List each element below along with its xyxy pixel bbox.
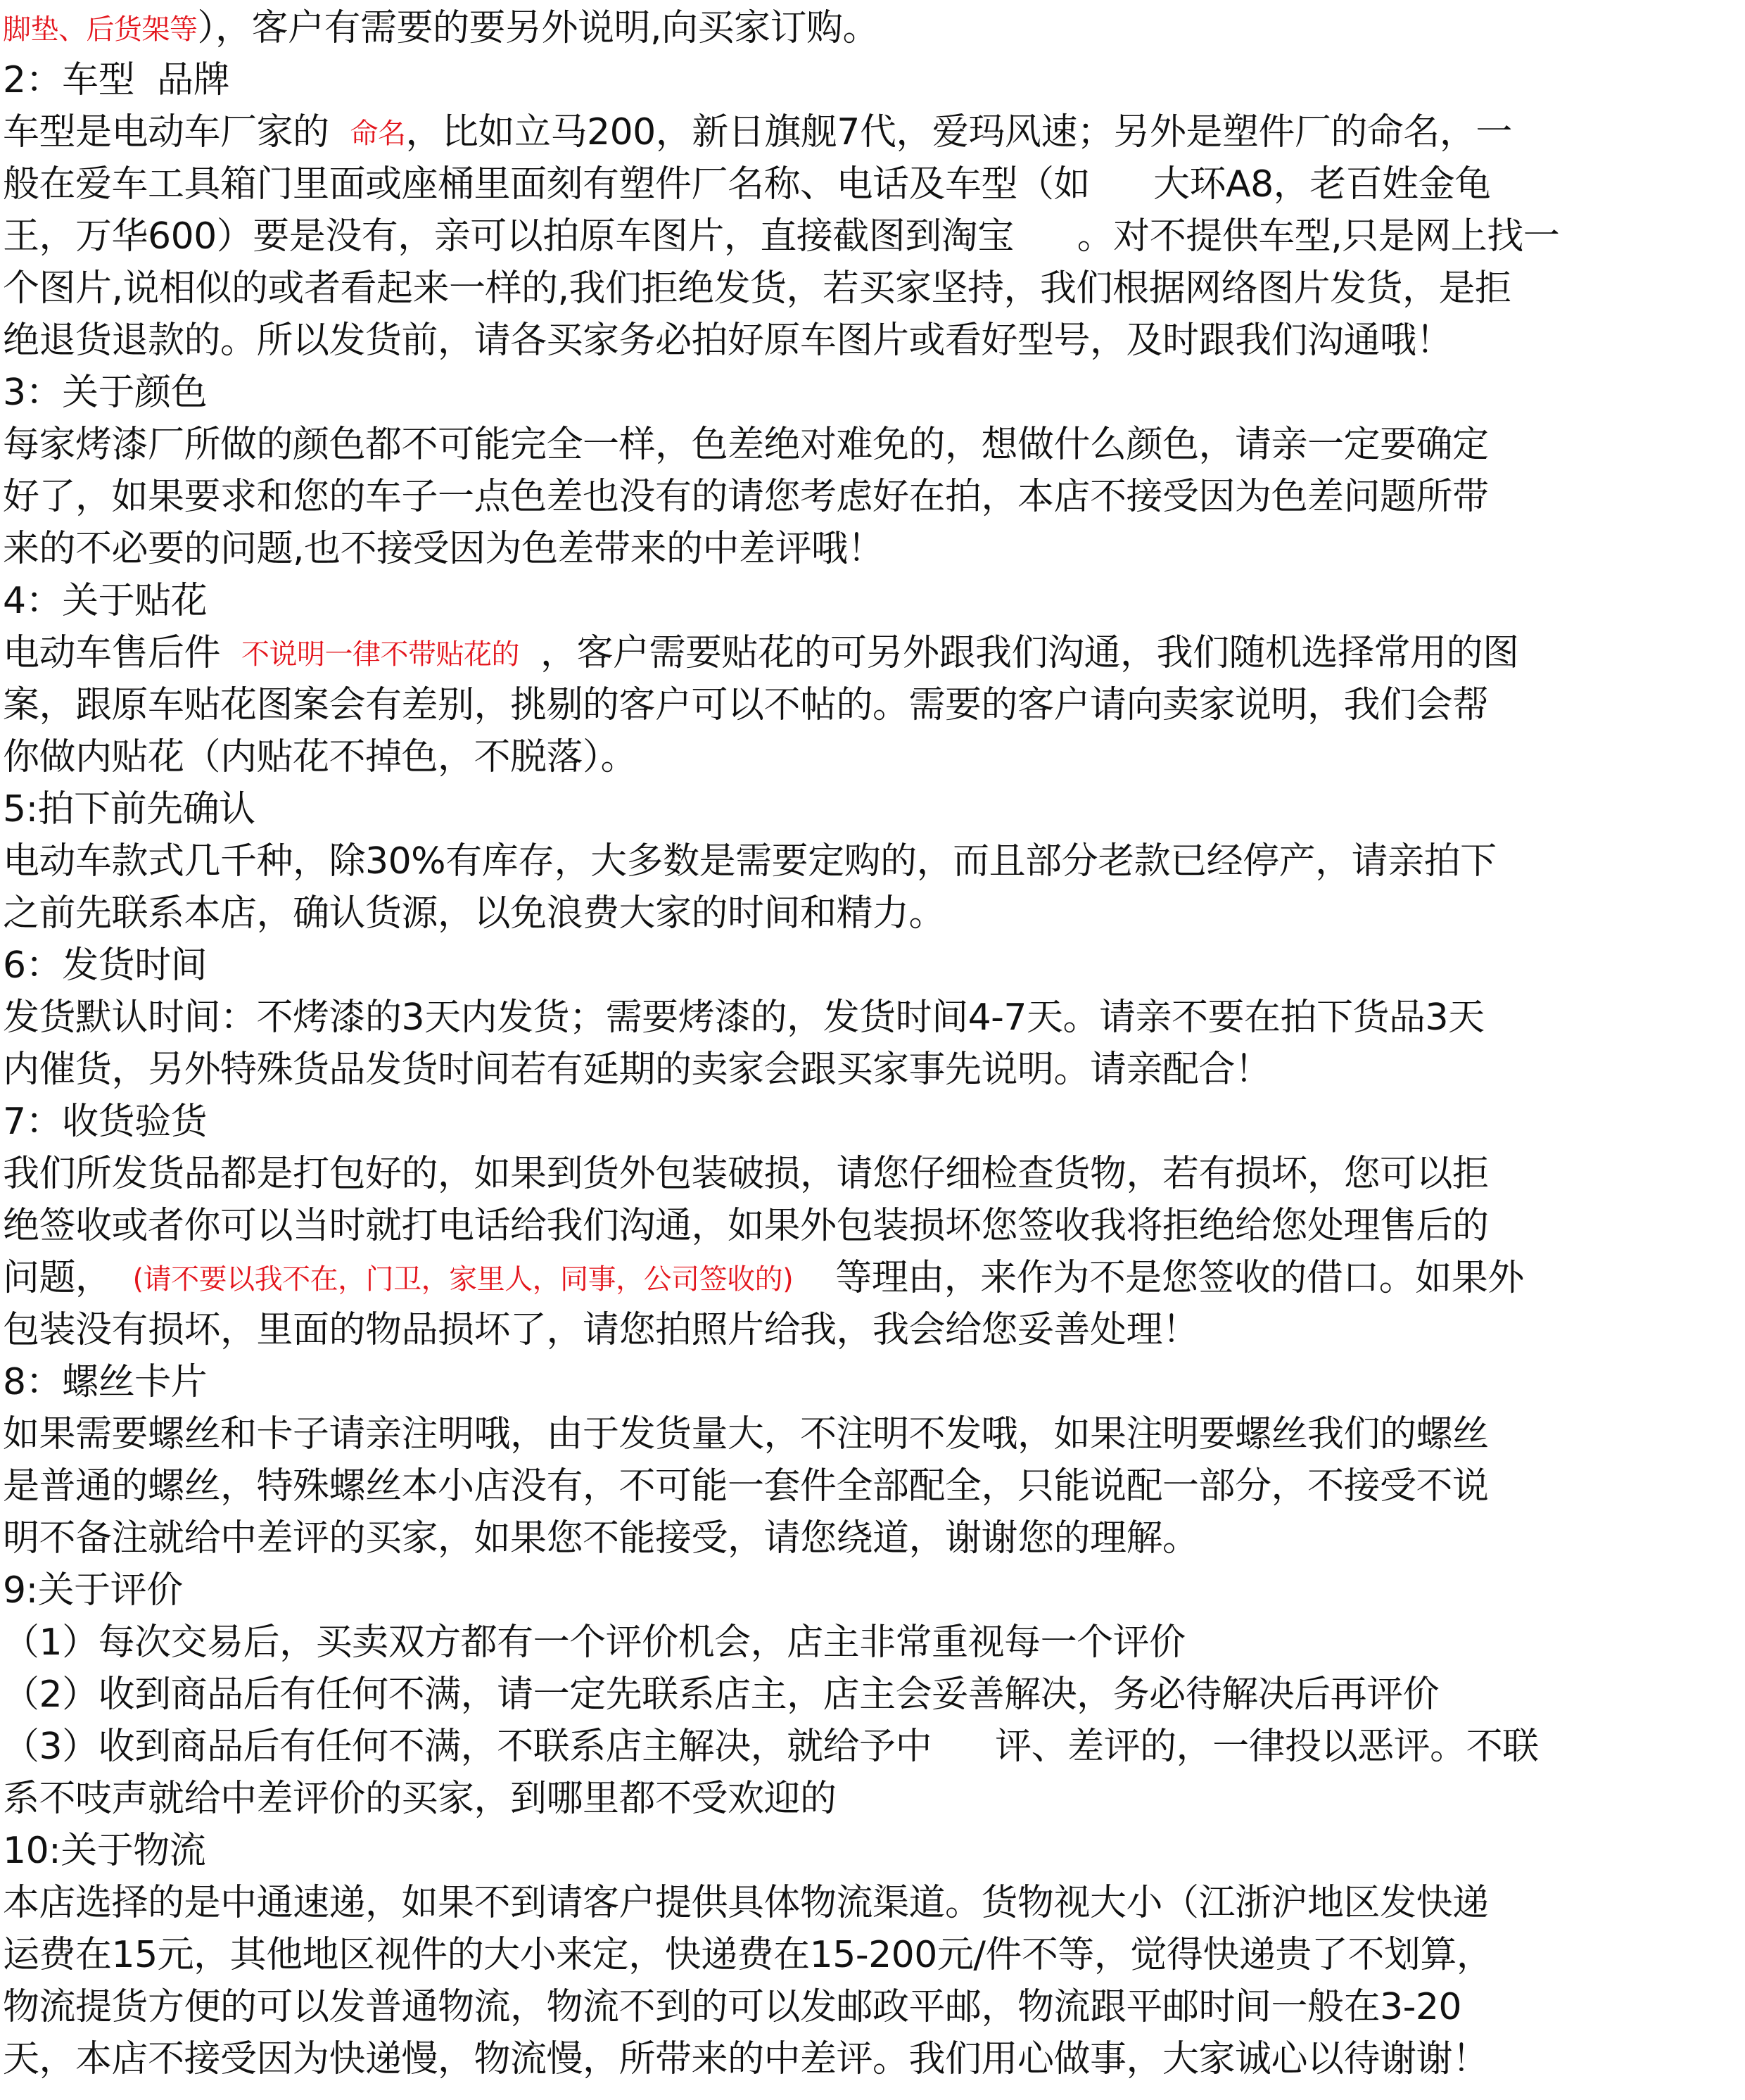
section-heading-reviews: 9:关于评价: [3, 1569, 183, 1612]
section-heading-logistics: 10:关于物流: [3, 1830, 206, 1872]
section-heading-screws: 8：螺丝卡片: [3, 1361, 208, 1403]
section-heading-confirm: 5:拍下前先确认: [3, 788, 255, 830]
highlight-naming: 命名: [350, 118, 406, 150]
highlight-no-decals: 不说明一律不带贴花的: [241, 638, 520, 671]
list-item: （2）收到商品后有任何不满，请一定先联系店主，店主会妥善解决，务必待解决后再评价: [3, 1674, 1440, 1716]
text-segment: 等理由，来作为不是您签收的借口。如果外: [835, 1257, 1524, 1299]
paragraph-line: 如果需要螺丝和卡子请亲注明哦，由于发货量大，不注明不发哦，如果注明要螺丝我们的螺丝: [3, 1413, 1489, 1455]
section-heading-inspection: 7：收货验货: [3, 1101, 208, 1143]
paragraph-line: 物流提货方便的可以发普通物流，物流不到的可以发邮政平邮，物流跟平邮时间一般在3-20: [3, 1986, 1462, 2028]
text-segment: （3）收到商品后有任何不满，不联系店主解决，就给予中: [3, 1726, 932, 1768]
paragraph-line: 每家烤漆厂所做的颜色都不可能完全一样，色差绝对难免的，想做什么颜色，请亲一定要确定: [3, 424, 1489, 466]
text-segment: 。对不提供车型,只是网上找一: [1077, 215, 1560, 258]
paragraph-line: 之前先联系本店，确认货源，以免浪费大家的时间和精力。: [3, 892, 946, 935]
paragraph-line: [3, 106, 1512, 158]
text-segment: ，客户需要贴花的可另外跟我们沟通，我们随机选择常用的图: [540, 632, 1519, 674]
paragraph-line: 天，本店不接受因为快递慢，物流慢，所带来的中差评。我们用心做事，大家诚心以待谢谢！: [3, 2038, 1489, 2080]
paragraph-line: 好了，如果要求和您的车子一点色差也没有的请您考虑好在拍，本店不接受因为色差问题所带: [3, 476, 1489, 518]
text-segment: 电动车售后件: [3, 632, 221, 674]
paragraph-line: [3, 158, 1491, 210]
paragraph-line: 案，跟原车贴花图案会有差别，挑剔的客户可以不帖的。需要的客户请向卖家说明，我们会帮: [3, 684, 1489, 726]
text-segment: 问题，: [3, 1257, 112, 1299]
paragraph-line: 本店选择的是中通速递，如果不到请客户提供具体物流渠道。货物视大小（江浙沪地区发快递: [3, 1882, 1489, 1924]
paragraph-line: 系不吱声就给中差评价的买家，到哪里都不受欢迎的: [3, 1778, 837, 1820]
paragraph-line: 绝退货退款的。所以发货前，请各买家务必拍好原车图片或看好型号，及时跟我们沟通哦！: [3, 320, 1453, 362]
text-segment: 般在爱车工具箱门里面或座桶里面刻有塑件厂名称、电话及车型（如: [3, 163, 1091, 205]
list-item: [3, 1721, 1539, 1773]
text-segment: 王，万华600）要是没有，亲可以拍原车图片，直接截图到淘宝: [3, 215, 1014, 258]
text-segment: 车型是电动车厂家的: [3, 111, 329, 153]
paragraph-line: 明不备注就给中差评的买家，如果您不能接受，请您绕道，谢谢您的理解。: [3, 1517, 1199, 1560]
paragraph-line: 是普通的螺丝，特殊螺丝本小店没有，不可能一套件全部配全，只能说配一部分，不接受不说: [3, 1465, 1489, 1507]
paragraph-line: 运费在15元，其他地区视件的大小来定，快递费在15-200元/件不等，觉得快递贵了不划算，: [3, 1934, 1493, 1976]
section-heading-model-brand: 2：车型 品牌: [3, 59, 230, 101]
text-segment: ，比如立马200，新日旗舰7代，爱玛风速；另外是塑件厂的命名，一: [405, 111, 1512, 153]
section-heading-color: 3：关于颜色: [3, 372, 208, 414]
list-item: （1）每次交易后，买卖双方都有一个评价机会，店主非常重视每一个评价: [3, 1621, 1186, 1664]
paragraph-line: 电动车款式几千种，除30%有库存，大多数是需要定购的，而且部分老款已经停产，请亲拍下: [3, 840, 1497, 883]
paragraph-line: 发货默认时间：不烤漆的3天内发货；需要烤漆的，发货时间4-7天。请亲不要在拍下货品3天: [3, 997, 1485, 1039]
text-segment: 大环A8，老百姓金龟: [1153, 163, 1491, 205]
paragraph-line: 内催货，另外特殊货品发货时间若有延期的卖家会跟买家事先说明。请亲配合！: [3, 1049, 1271, 1091]
highlight-accessories: 脚垫、后货架等: [3, 13, 198, 46]
section-heading-shipping-time: 6：发货时间: [3, 944, 208, 987]
paragraph-line: 包装没有损坏，里面的物品损坏了，请您拍照片给我，我会给您妥善处理！: [3, 1309, 1199, 1351]
paragraph-line: 个图片,说相似的或者看起来一样的,我们拒绝发货，若买家坚持，我们根据网络图片发货，是拒: [3, 267, 1511, 310]
paragraph-line: [3, 627, 1519, 679]
text-segment: 评、差评的，一律投以恶评。不联: [995, 1726, 1539, 1768]
paragraph-line: 你做内贴花（内贴花不掉色，不脱落）。: [3, 736, 637, 778]
paragraph-line: 我们所发货品都是打包好的，如果到货外包装破损，请您仔细检查货物，若有损坏，您可以拒: [3, 1153, 1489, 1195]
section-heading-decals: 4：关于贴花: [3, 580, 208, 622]
paragraph-line: 来的不必要的问题,也不接受因为色差带来的中差评哦！: [3, 528, 884, 570]
paragraph-line: [3, 1252, 1524, 1304]
paragraph-line: [3, 210, 1559, 262]
intro-line: [3, 2, 879, 54]
intro-text: ），客户有需要的要另外说明,向买家订购。: [197, 7, 880, 49]
paragraph-line: 绝签收或者你可以当时就打电话给我们沟通，如果外包装损坏您签收我将拒绝给您处理售后的: [3, 1205, 1489, 1247]
highlight-signing-note: (请不要以我不在，门卫，家里人，同事，公司签收的): [132, 1263, 794, 1296]
